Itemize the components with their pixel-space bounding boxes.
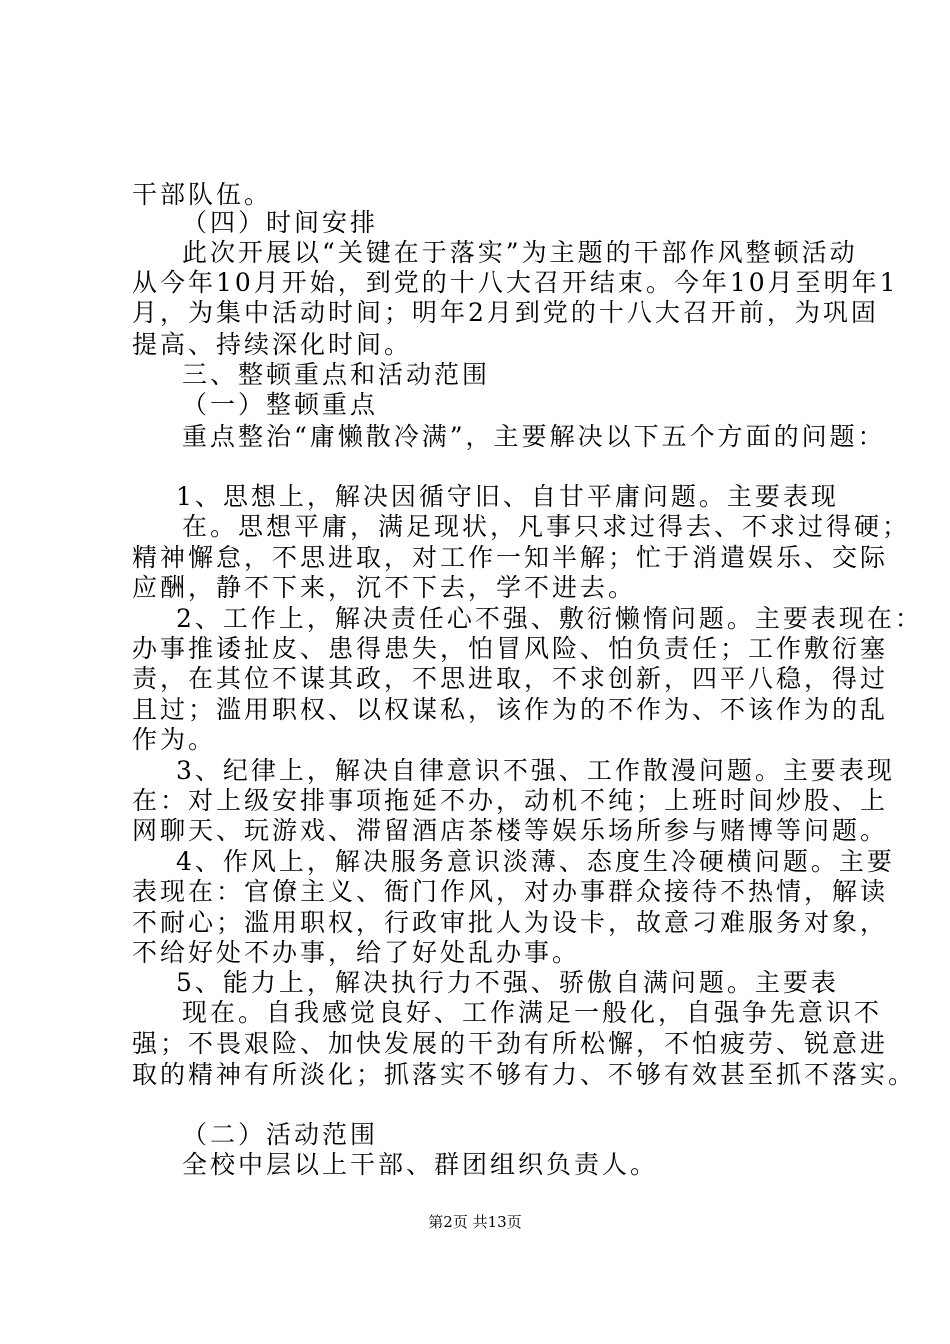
body-text-line: 取的精神有所淡化；抓落实不够有力、不够有效甚至抓不落实。 (132, 1060, 917, 1089)
body-text-line: 作为。 (132, 725, 217, 754)
body-text-line: 不给好处不办事，给了好处乱办事。 (132, 938, 581, 967)
body-text-line: 重点整治“庸懒散冷满”，主要解决以下五个方面的问题： (182, 422, 886, 451)
body-text-line: 3、纪律上，解决自律意识不强、工作散漫问题。主要表现 (176, 756, 895, 785)
section-heading: （二）活动范围 (182, 1120, 379, 1149)
body-text-line: 月，为集中活动时间；明年2月到党的十八大召开前，为巩固 (132, 298, 879, 327)
body-text-line: 5、能力上，解决执行力不强、骄傲自满问题。主要表 (176, 968, 839, 997)
section-heading: 三、整顿重点和活动范围 (182, 360, 491, 389)
body-text-line: 此次开展以“关键在于落实”为主题的干部作风整顿活动 (182, 238, 858, 267)
body-text-line: 全校中层以上干部、群团组织负责人。 (182, 1150, 659, 1179)
section-heading: （一）整顿重点 (182, 390, 379, 419)
body-text-line: 现在。自我感觉良好、工作满足一般化，自强争先意识不 (182, 998, 883, 1027)
body-text-line: 提高、持续深化时间。 (132, 330, 413, 359)
body-text-line: 应酬，静不下来，沉不下去，学不进去。 (132, 573, 637, 602)
body-text-line: 网聊天、玩游戏、滞留酒店茶楼等娱乐场所参与赌博等问题。 (132, 816, 889, 845)
body-text-line: 责，在其位不谋其政，不思进取，不求创新，四平八稳，得过 (132, 664, 889, 693)
body-text-line: 办事推诿扯皮、患得患失，怕冒风险、怕负责任；工作敷衍塞 (132, 634, 889, 663)
body-text-line: 在。思想平庸，满足现状，凡事只求过得去、不求过得硬； (182, 512, 911, 541)
body-text-line: 且过；滥用职权、以权谋私，该作为的不作为、不该作为的乱 (132, 695, 889, 724)
body-text-line: 1、思想上，解决因循守旧、自甘平庸问题。主要表现 (176, 482, 839, 511)
page-number-footer: 第2页 共13页 (428, 1213, 522, 1231)
body-text-line: 精神懈怠，不思进取，对工作一知半解；忙于消遣娱乐、交际 (132, 543, 889, 572)
body-text-line: 表现在：官僚主义、衙门作风，对办事群众接待不热情，解读 (132, 877, 889, 906)
body-text-line: 从今年10月开始，到党的十八大召开结束。今年10月至明年1 (132, 268, 899, 297)
body-text-line: 强；不畏艰险、加快发展的干劲有所松懈，不怕疲劳、锐意进 (132, 1029, 889, 1058)
section-heading: （四）时间安排 (182, 208, 379, 237)
body-text-line: 2、工作上，解决责任心不强、敷衍懒惰问题。主要表现在： (176, 604, 923, 633)
body-text-line: 不耐心；滥用职权，行政审批人为设卡，故意刁难服务对象， (132, 908, 889, 937)
body-text-line: 在：对上级安排事项拖延不办，动机不纯；上班时间炒股、上 (132, 786, 889, 815)
body-text-line: 干部队伍。 (132, 180, 273, 209)
body-text-line: 4、作风上，解决服务意识淡薄、态度生冷硬横问题。主要 (176, 847, 895, 876)
